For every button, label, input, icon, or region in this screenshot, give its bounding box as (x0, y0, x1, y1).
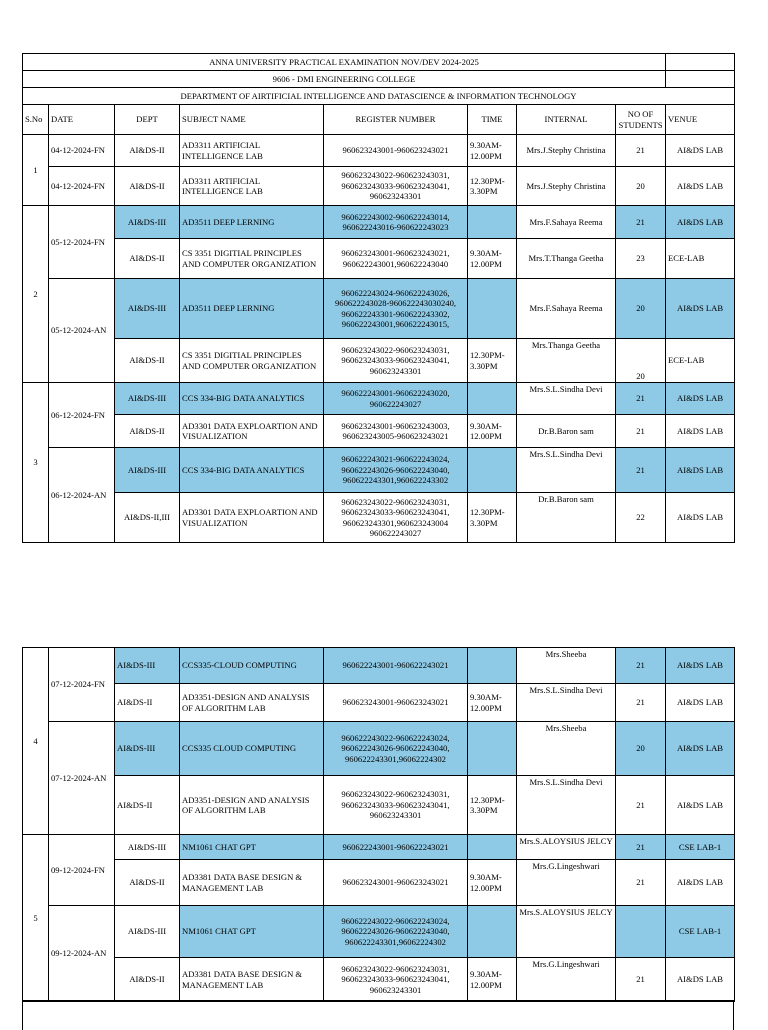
time-cell: 12.30PM-3.30PM (468, 167, 517, 206)
col-header-register: REGISTER NUMBER (324, 105, 468, 135)
venue-cell: AI&DS LAB (666, 776, 735, 835)
internal-cell: Mrs.J.Stephy Christina (517, 135, 616, 167)
subject-cell: AD3301 DATA EXPLOARTION AND VISUALIZATION (180, 415, 324, 448)
register-cell: 960623243022-960623243031, 960623243033-960623243041, 960623243301,960623243004 960622243027 (324, 493, 468, 543)
table-row (23, 684, 735, 722)
time-cell (468, 279, 517, 339)
students-cell: 20 (616, 167, 666, 206)
internal-cell: Mrs.G.Lingeshwari (517, 860, 616, 906)
table-row (23, 776, 735, 835)
register-cell: 960622243022-960622243024, 960622243026-960622243040, 960622243301,96062224302 (324, 906, 468, 958)
venue-cell: AI&DS LAB (666, 958, 735, 1002)
register-cell: 960623243022-960623243031, 960623243033-960623243041, 960623243301 (324, 339, 468, 383)
time-cell (468, 722, 517, 776)
students-cell: 21 (616, 776, 666, 835)
dept-cell: AI&DS-II (115, 958, 180, 1002)
next-section-border (22, 1000, 734, 1030)
venue-cell: AI&DS LAB (666, 279, 735, 339)
register-cell: 960623243001-960623243021, 960622243001,960622243040 (324, 239, 468, 279)
table-row (23, 958, 735, 1002)
col-header-students: NO OF STUDENTS (616, 105, 666, 135)
venue-cell: ECE-LAB (666, 239, 735, 279)
venue-cell: CSE LAB-1 (666, 835, 735, 860)
register-cell: 960622243001-960622243021 (324, 835, 468, 860)
dept-cell: AI&DS-II (115, 239, 180, 279)
date-cell: 09-12-2024-AN (49, 906, 115, 1002)
dept-cell: AI&DS-III (115, 906, 180, 958)
sno-cell: 3 (23, 383, 49, 543)
students-cell: 20 (616, 339, 666, 383)
subject-cell: CCS 334-BIG DATA ANALYTICS (180, 383, 324, 415)
table-row (23, 339, 735, 383)
internal-cell: Mrs.F.Sahaya Reema (517, 206, 616, 239)
venue-cell: AI&DS LAB (666, 206, 735, 239)
subject-cell: NM1061 CHAT GPT (180, 835, 324, 860)
col-header-time: TIME (468, 105, 517, 135)
time-cell (468, 383, 517, 415)
internal-cell: Dr.B.Baron sam (517, 493, 616, 543)
date-cell: 04-12-2024-FN (49, 167, 115, 206)
exam-schedule-table-1 (22, 53, 735, 543)
internal-cell: Mrs.Thanga Geetha (517, 339, 616, 383)
register-cell: 960623243022-960623243031, 960623243033-960623243041, 960623243301 (324, 167, 468, 206)
internal-cell: Mrs.S.L.Sindha Devi (517, 383, 616, 415)
dept-cell: AI&DS-III (115, 383, 180, 415)
venue-cell: AI&DS LAB (666, 448, 735, 493)
table-row (23, 448, 735, 493)
students-cell: 21 (616, 958, 666, 1002)
col-header-dept: DEPT (115, 105, 180, 135)
col-header-internal: INTERNAL (517, 105, 616, 135)
internal-cell: Mrs.G.Lingeshwari (517, 958, 616, 1002)
table-row (23, 415, 735, 448)
dept-cell: AI&DS-III (115, 722, 180, 776)
venue-cell: AI&DS LAB (666, 684, 735, 722)
register-cell: 960622243022-960622243024, 960622243026-960622243040, 960622243301,96062224302 (324, 722, 468, 776)
dept-cell: AI&DS-II (115, 167, 180, 206)
table-row (23, 860, 735, 906)
table-row (23, 493, 735, 543)
title-college: 9606 - DMI ENGINEERING COLLEGE (23, 71, 666, 88)
col-header-venue: VENUE (666, 105, 735, 135)
col-header-subject: SUBJECT NAME (180, 105, 324, 135)
time-cell: 9.30AM-12.00PM (468, 958, 517, 1002)
time-cell: 9.30AM-12.00PM (468, 860, 517, 906)
time-cell: 12.30PM-3.30PM (468, 776, 517, 835)
internal-cell: Mrs.S.L.Sindha Devi (517, 684, 616, 722)
venue-cell: AI&DS LAB (666, 860, 735, 906)
title-university: ANNA UNIVERSITY PRACTICAL EXAMINATION NOV/DEV 2024-2025 (23, 54, 666, 71)
venue-cell: AI&DS LAB (666, 135, 735, 167)
dept-cell: AI&DS-III (115, 279, 180, 339)
students-cell: 22 (616, 493, 666, 543)
dept-cell: AI&DS-III (115, 448, 180, 493)
register-cell: 960622243001-960622243020, 960622243027 (324, 383, 468, 415)
table-row (23, 722, 735, 776)
subject-cell: AD3351-DESIGN AND ANALYSIS OF ALGORITHM LAB (180, 684, 324, 722)
subject-cell: AD3511 DEEP LERNING (180, 279, 324, 339)
exam-schedule-table-2 (22, 647, 735, 1002)
dept-cell: AI&DS-II,III (115, 493, 180, 543)
students-cell: 21 (616, 448, 666, 493)
register-cell: 960623243001-960623243021 (324, 135, 468, 167)
table-row (23, 383, 735, 415)
register-cell: 960622243001-960622243021 (324, 648, 468, 684)
date-cell: 04-12-2024-FN (49, 135, 115, 167)
date-cell: 07-12-2024-FN (49, 648, 115, 722)
register-cell: 960623243001-960623243003, 960623243005-960623243021 (324, 415, 468, 448)
students-cell (616, 906, 666, 958)
students-cell: 23 (616, 239, 666, 279)
table-row (23, 239, 735, 279)
subject-cell: AD3381 DATA BASE DESIGN & MANAGEMENT LAB (180, 958, 324, 1002)
time-cell (468, 835, 517, 860)
venue-cell: AI&DS LAB (666, 167, 735, 206)
dept-cell: AI&DS-III (115, 648, 180, 684)
subject-cell: AD3311 ARTIFICIAL INTELLIGENCE LAB (180, 135, 324, 167)
table-row (23, 906, 735, 958)
subject-cell: CCS 334-BIG DATA ANALYTICS (180, 448, 324, 493)
time-cell: 9.30AM-12.00PM (468, 135, 517, 167)
dept-cell: AI&DS-II (115, 135, 180, 167)
subject-cell: AD3511 DEEP LERNING (180, 206, 324, 239)
students-cell: 21 (616, 135, 666, 167)
students-cell: 21 (616, 206, 666, 239)
students-cell: 20 (616, 722, 666, 776)
table-row (23, 835, 735, 860)
internal-cell: Mrs.S.ALOYSIUS JELCY (517, 835, 616, 860)
internal-cell: Mrs.T.Thanga Geetha (517, 239, 616, 279)
date-cell: 09-12-2024-FN (49, 835, 115, 906)
time-cell (468, 448, 517, 493)
students-cell: 20 (616, 279, 666, 339)
table-row (23, 648, 735, 684)
register-cell: 960623243022-960623243031, 960623243033-960623243041, 960623243301 (324, 958, 468, 1002)
internal-cell: Mrs.S.ALOYSIUS JELCY (517, 906, 616, 958)
students-cell: 21 (616, 860, 666, 906)
table-row (23, 167, 735, 206)
dept-cell: AI&DS-II (115, 339, 180, 383)
venue-cell: AI&DS LAB (666, 722, 735, 776)
dept-cell: AI&DS-II (115, 776, 180, 835)
time-cell: 12.30PM-3.30PM (468, 493, 517, 543)
subject-cell: CS 3351 DIGITIAL PRINCIPLES AND COMPUTER ORGANIZATION (180, 339, 324, 383)
internal-cell: Mrs.S.L.Sindha Devi (517, 776, 616, 835)
register-cell: 960622243024-960622243026, 960622243028-960622243030240, 960622243301-960622243302, 960622243001,960622243015, (324, 279, 468, 339)
venue-cell: AI&DS LAB (666, 493, 735, 543)
internal-cell: Dr.B.Baron sam (517, 415, 616, 448)
dept-cell: AI&DS-II (115, 860, 180, 906)
register-cell: 960623243001-960623243021 (324, 860, 468, 906)
sno-cell: 5 (23, 835, 49, 1002)
register-cell: 960622243002-960622243014, 960622243016-960622243023 (324, 206, 468, 239)
dept-cell: AI&DS-III (115, 206, 180, 239)
venue-cell: AI&DS LAB (666, 383, 735, 415)
date-cell: 05-12-2024-AN (49, 279, 115, 383)
time-cell (468, 906, 517, 958)
venue-cell: AI&DS LAB (666, 415, 735, 448)
dept-cell: AI&DS-III (115, 835, 180, 860)
internal-cell: Mrs.Sheeba (517, 722, 616, 776)
time-cell: 12.30PM-3.30PM (468, 339, 517, 383)
students-cell: 21 (616, 383, 666, 415)
time-cell: 9.30AM-12.00PM (468, 415, 517, 448)
date-cell: 06-12-2024-AN (49, 448, 115, 543)
subject-cell: AD3381 DATA BASE DESIGN & MANAGEMENT LAB (180, 860, 324, 906)
register-cell: 960623243001-960623243021 (324, 684, 468, 722)
subject-cell: CS 3351 DIGITIAL PRINCIPLES AND COMPUTER ORGANIZATION (180, 239, 324, 279)
dept-cell: AI&DS-II (115, 415, 180, 448)
venue-cell: CSE LAB-1 (666, 906, 735, 958)
time-cell: 9.30AM-12.00PM (468, 239, 517, 279)
subject-cell: CCS335 CLOUD COMPUTING (180, 722, 324, 776)
students-cell: 21 (616, 835, 666, 860)
internal-cell: Mrs.S.L.Sindha Devi (517, 448, 616, 493)
register-cell: 960623243022-960623243031, 960623243033-960623243041, 960623243301 (324, 776, 468, 835)
date-cell: 06-12-2024-FN (49, 383, 115, 448)
col-header-sno: S.No (23, 105, 49, 135)
sno-cell: 1 (23, 135, 49, 206)
students-cell: 21 (616, 684, 666, 722)
subject-cell: AD3351-DESIGN AND ANALYSIS OF ALGORITHM LAB (180, 776, 324, 835)
venue-cell: ECE-LAB (666, 339, 735, 383)
sno-cell: 2 (23, 206, 49, 383)
table-row (23, 206, 735, 239)
time-cell (468, 648, 517, 684)
sno-cell: 4 (23, 648, 49, 835)
internal-cell: Mrs.Sheeba (517, 648, 616, 684)
subject-cell: CCS335-CLOUD COMPUTING (180, 648, 324, 684)
dept-cell: AI&DS-II (115, 684, 180, 722)
date-cell: 07-12-2024-AN (49, 722, 115, 835)
internal-cell: Mrs.J.Stephy Christina (517, 167, 616, 206)
time-cell (468, 206, 517, 239)
venue-cell: AI&DS LAB (666, 648, 735, 684)
register-cell: 960622243021-960622243024, 960622243026-960622243040, 960622243301,960622243302 (324, 448, 468, 493)
table-row (23, 279, 735, 339)
date-cell: 05-12-2024-FN (49, 206, 115, 279)
students-cell: 21 (616, 415, 666, 448)
table-row (23, 135, 735, 167)
col-header-date: DATE (49, 105, 115, 135)
subject-cell: AD3311 ARTIFICIAL INTELLIGENCE LAB (180, 167, 324, 206)
time-cell: 9.30AM-12.00PM (468, 684, 517, 722)
subject-cell: NM1061 CHAT GPT (180, 906, 324, 958)
subject-cell: AD3301 DATA EXPLOARTION AND VISUALIZATION (180, 493, 324, 543)
students-cell: 21 (616, 648, 666, 684)
internal-cell: Mrs.F.Sahaya Reema (517, 279, 616, 339)
title-department: DEPARTMENT OF AIRTIFICIAL INTELLIGENCE AND DATASCIENCE & INFORMATION TECHNOLOGY (23, 88, 735, 105)
